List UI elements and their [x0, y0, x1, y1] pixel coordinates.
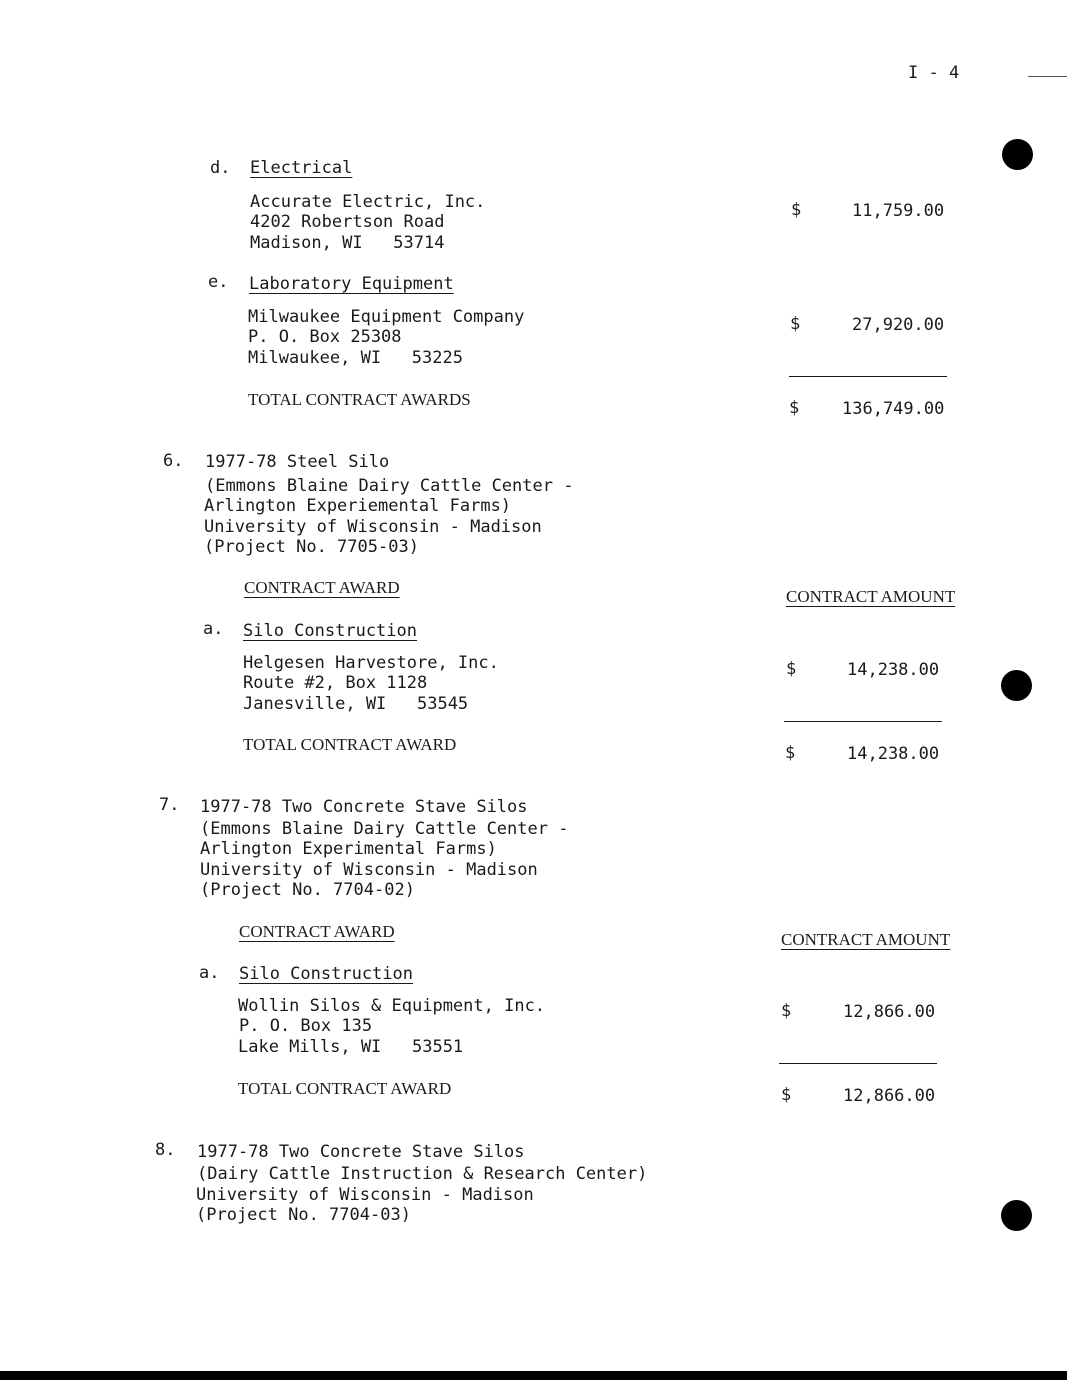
section-e-letter: e. — [208, 272, 229, 292]
punch-hole-bottom — [1001, 1200, 1032, 1231]
item-6-line: 1977-78 Steel Silo — [205, 452, 390, 472]
item-8-line: University of Wisconsin - Madison — [196, 1185, 534, 1205]
item-7-sub-letter: a. — [199, 963, 220, 983]
item-7-amount: 12,866.00 — [843, 1002, 936, 1022]
item-7-total-amount: 12,866.00 — [843, 1086, 936, 1106]
page-number: I - 4 — [908, 63, 960, 83]
scan-bottom-edge — [0, 1371, 1067, 1380]
section-d-currency: $ — [791, 200, 802, 220]
item-7-line: (Project No. 7704-02) — [200, 880, 415, 900]
item-6-contractor-name: Helgesen Harvestore, Inc. — [243, 653, 499, 673]
item-7-contractor-name: Wollin Silos & Equipment, Inc. — [238, 996, 546, 1016]
item-7-contractor-street: P. O. Box 135 — [239, 1016, 373, 1036]
item-6-line: (Emmons Blaine Dairy Cattle Center - — [205, 476, 574, 496]
item-6-contractor-street: Route #2, Box 1128 — [243, 673, 428, 693]
item-7-line: Arlington Experimental Farms) — [200, 839, 497, 859]
item-7-award-header: CONTRACT AWARD — [239, 922, 395, 941]
item-7-number: 7. — [159, 795, 180, 815]
section-d-contractor-name: Accurate Electric, Inc. — [250, 192, 486, 212]
item-6-line: University of Wisconsin - Madison — [204, 517, 542, 537]
item-6-sub-letter: a. — [203, 619, 224, 639]
item-7-total-currency: $ — [781, 1085, 792, 1105]
item-7-total-rule — [779, 1063, 937, 1064]
section-d-contractor-street: 4202 Robertson Road — [250, 212, 445, 232]
section-e-title: Laboratory Equipment — [249, 274, 454, 294]
item-6-line: (Project No. 7705-03) — [204, 537, 419, 557]
item-6-sub-title: Silo Construction — [243, 621, 417, 641]
item-6-line: Arlington Experiemental Farms) — [204, 496, 512, 516]
section-d-letter: d. — [210, 158, 231, 178]
punch-hole-middle — [1001, 670, 1032, 701]
item-6-amount-header: CONTRACT AMOUNT — [786, 587, 956, 606]
item-7-line: 1977-78 Two Concrete Stave Silos — [200, 797, 528, 817]
item-7-total-label: TOTAL CONTRACT AWARD — [238, 1079, 452, 1098]
item-7-currency: $ — [781, 1001, 792, 1021]
item-8-line: (Dairy Cattle Instruction & Research Center) — [197, 1164, 648, 1184]
item-6-award-header: CONTRACT AWARD — [244, 578, 400, 597]
item-6-contractor-city: Janesville, WI 53545 — [243, 694, 469, 714]
total-contract-awards-currency: $ — [789, 398, 800, 418]
section-d-contractor-city: Madison, WI 53714 — [250, 233, 445, 253]
item-7-amount-header: CONTRACT AMOUNT — [781, 930, 951, 949]
section-e-contractor-city: Milwaukee, WI 53225 — [248, 348, 463, 368]
section-e-contractor-name: Milwaukee Equipment Company — [248, 307, 525, 327]
corner-mark — [1028, 76, 1067, 77]
item-6-number: 6. — [163, 451, 184, 471]
item-6-total-label: TOTAL CONTRACT AWARD — [243, 735, 457, 754]
item-6-total-rule — [784, 721, 942, 722]
item-7-sub-title: Silo Construction — [239, 964, 413, 984]
item-6-total-currency: $ — [785, 743, 796, 763]
item-8-line: (Project No. 7704-03) — [196, 1205, 411, 1225]
item-6-currency: $ — [786, 659, 797, 679]
punch-hole-top — [1002, 139, 1033, 170]
item-6-amount: 14,238.00 — [847, 660, 940, 680]
total-contract-awards-label: TOTAL CONTRACT AWARDS — [248, 390, 471, 409]
section-e-amount: 27,920.00 — [852, 315, 945, 335]
section-d-title: Electrical — [250, 158, 353, 178]
item-6-total-amount: 14,238.00 — [847, 744, 940, 764]
section-e-currency: $ — [790, 314, 801, 334]
section-e-contractor-street: P. O. Box 25308 — [248, 327, 402, 347]
item-8-line: 1977-78 Two Concrete Stave Silos — [197, 1142, 525, 1162]
item-8-number: 8. — [155, 1140, 176, 1160]
section-d-amount: 11,759.00 — [852, 201, 945, 221]
item-7-line: (Emmons Blaine Dairy Cattle Center - — [200, 819, 569, 839]
total-rule — [789, 376, 947, 377]
item-7-contractor-city: Lake Mills, WI 53551 — [238, 1037, 464, 1057]
total-contract-awards-amount: 136,749.00 — [842, 399, 945, 419]
item-7-line: University of Wisconsin - Madison — [200, 860, 538, 880]
